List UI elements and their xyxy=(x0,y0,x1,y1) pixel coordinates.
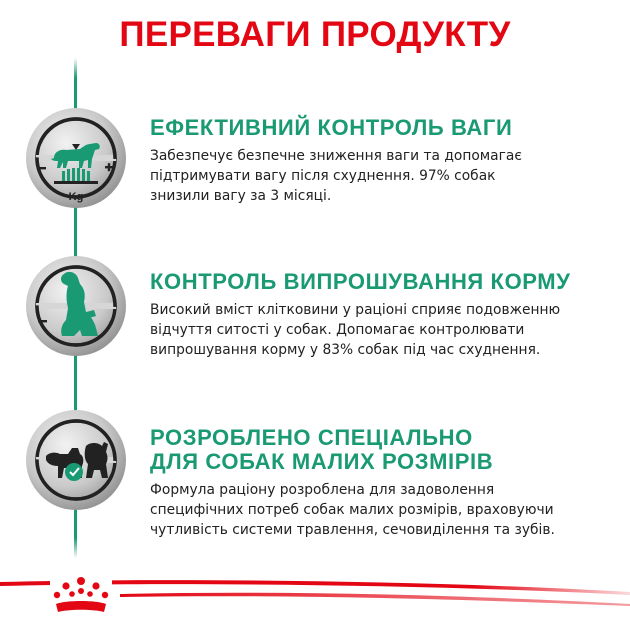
benefit-description xyxy=(150,146,620,206)
benefit-text-line: підтримувати вагу після схуднення. 97% собак xyxy=(150,168,496,184)
royal-canin-crown-logo xyxy=(50,570,112,622)
benefit-title-line: КОНТРОЛЬ ВИПРОШУВАННЯ КОРМУ xyxy=(150,269,571,294)
footer-band xyxy=(0,560,630,630)
scale-dog-icon xyxy=(24,106,128,210)
benefit-title-line: ЕФЕКТИВНИЙ КОНТРОЛЬ ВАГИ xyxy=(150,115,513,140)
benefit-text-line: специфічних потреб собак малих розмірів, враховуючи xyxy=(150,502,554,518)
benefit-text-line: чутливість системи травлення, сечовиділення та зубів. xyxy=(150,522,555,538)
benefit-description xyxy=(150,300,620,360)
small-dog-icon xyxy=(24,408,128,512)
benefit-title xyxy=(150,116,620,140)
benefit-weight-control xyxy=(150,116,620,206)
benefit-text-line: відчуття ситості у собак. Допомагає контролювати xyxy=(150,322,525,338)
benefit-text-line: випрошування корму у 83% собак під час схуднення. xyxy=(150,342,541,358)
benefit-title-line: ДЛЯ СОБАК МАЛИХ РОЗМІРІВ xyxy=(150,449,494,474)
benefit-title xyxy=(150,270,620,294)
benefit-description xyxy=(150,480,620,540)
benefit-text-line: Формула раціону розроблена для задоволення xyxy=(150,482,495,498)
benefit-title xyxy=(150,426,620,474)
page-title: ПЕРЕВАГИ ПРОДУКТУ xyxy=(119,15,511,54)
benefit-text-line: Забезпечує безпечне зниження ваги та допомагає xyxy=(150,148,522,164)
kg-label: Kg xyxy=(68,191,84,203)
benefit-title-line: РОЗРОБЛЕНО СПЕЦІАЛЬНО xyxy=(150,425,473,450)
benefit-text-line: Високий вміст клітковини у раціоні сприяє подовженню xyxy=(150,302,561,318)
benefit-small-dogs xyxy=(150,426,620,540)
benefit-begging-control xyxy=(150,270,620,360)
satiety-dog-icon xyxy=(24,254,128,358)
benefit-text-line: знизили вагу за 3 місяці. xyxy=(150,188,332,204)
